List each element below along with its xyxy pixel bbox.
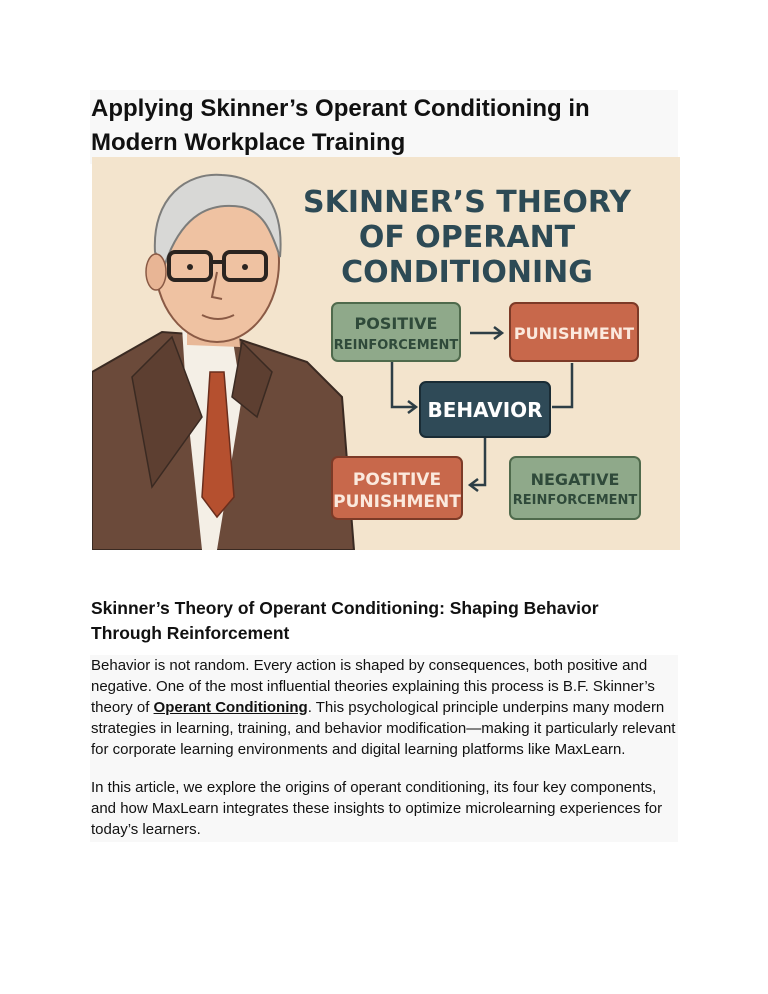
title-block bbox=[90, 90, 678, 164]
hero-heading-line-2: OF OPERANT bbox=[358, 220, 576, 255]
box-behavior-line-1: BEHAVIOR bbox=[427, 398, 543, 422]
box-positive-punishment bbox=[332, 457, 462, 519]
hero-heading-line-1: SKINNER’S THEORY bbox=[302, 185, 632, 220]
article-body bbox=[90, 655, 678, 842]
paragraph-2: In this article, we explore the origins of operant conditioning, its four key components, and how MaxLearn integrates these insights to optimize microlearning experiences for today’s learners. bbox=[91, 779, 663, 838]
box-positive-punishment-line-1: POSITIVE bbox=[352, 470, 442, 490]
box-negative-reinforcement-line-2: REINFORCEMENT bbox=[512, 493, 638, 508]
box-positive-reinforcement-line-2: REINFORCEMENT bbox=[333, 338, 459, 353]
page-title: Applying Skinner’s Operant Conditioning in Modern Workplace Training bbox=[91, 95, 590, 156]
paragraph-1-after: . This psychological principle underpins many modern strategies in learning, training, and behavior modification—making it particularly relevant for corporate learning environments and digital learning platforms like MaxLearn. bbox=[91, 699, 676, 758]
paragraph-1-before: Behavior is not random. Every action is shaped by consequences, both positive and negative. One of the most influential theories explaining this process is B.F. Skinner’s theory of bbox=[91, 657, 655, 716]
hero-heading bbox=[303, 185, 632, 290]
box-punishment bbox=[510, 303, 638, 361]
box-punishment-line-1: PUNISHMENT bbox=[513, 324, 635, 343]
box-positive-punishment-line-2: PUNISHMENT bbox=[333, 492, 461, 512]
box-positive-reinforcement bbox=[332, 303, 460, 361]
portrait-figure bbox=[92, 175, 354, 550]
paragraph-1 bbox=[90, 655, 678, 760]
hero-heading-line-3: CONDITIONING bbox=[341, 255, 593, 290]
box-negative-reinforcement bbox=[510, 457, 640, 519]
section-heading: Skinner’s Theory of Operant Conditioning: Shaping Behavior Through Reinforcement bbox=[91, 598, 599, 643]
hero-svg bbox=[92, 157, 680, 550]
box-positive-reinforcement-line-1: POSITIVE bbox=[354, 314, 438, 333]
box-behavior bbox=[420, 382, 550, 437]
article-header bbox=[90, 90, 678, 164]
operant-conditioning-link[interactable]: Operant Conditioning bbox=[153, 699, 308, 716]
hero-illustration bbox=[92, 157, 680, 550]
box-negative-reinforcement-line-1: NEGATIVE bbox=[530, 470, 620, 489]
